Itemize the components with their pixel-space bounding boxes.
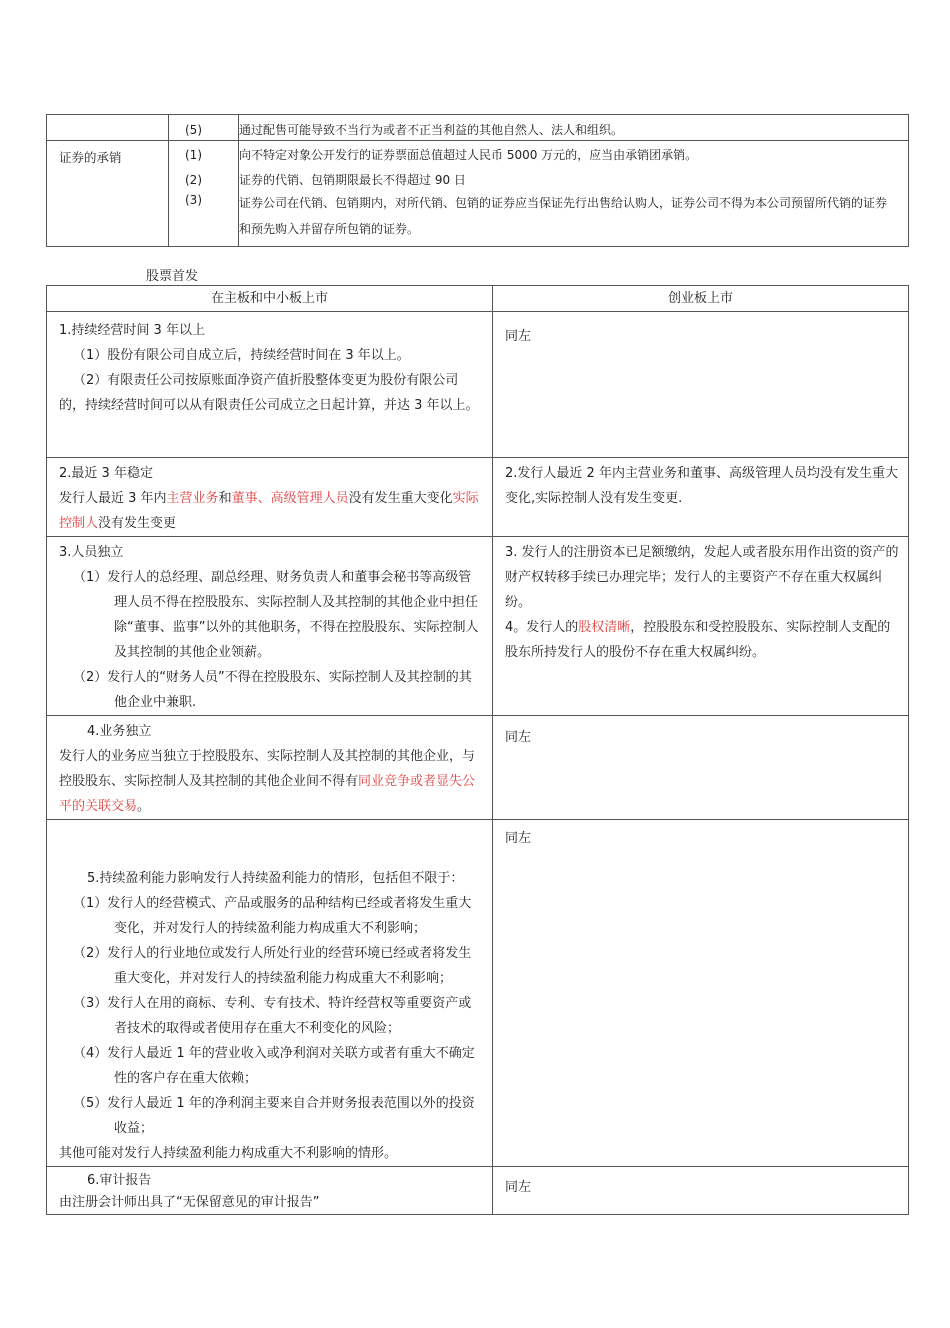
condition-text: 由注册会计师出具了“无保留意见的审计报告”: [59, 1195, 320, 1210]
condition-item: （3）发行人在用的商标、专利、专有技术、特许经营权等重要资产或者技术的取得或者使用存在重大不利变化的风险；: [73, 996, 472, 1036]
highlight-competition: 同业竞争或者显失公平的关联交易: [59, 774, 476, 814]
cell-continuous-operation: [47, 312, 493, 458]
empty-label-cell: [47, 115, 169, 141]
same-as-left: 同左: [505, 329, 532, 344]
condition-text: 没有发生重大变化: [348, 491, 453, 506]
condition-footer: 其他可能对发行人持续盈利能力构成重大不利影响的情形。: [59, 1146, 398, 1161]
condition-text: 没有发生变更: [98, 516, 177, 531]
condition-text: （2）发行人的“财务人员”不得在控股股东、实际控制人及其控制的其他企业中兼职.: [73, 670, 472, 710]
header-main-board: 在主板和中小板上市: [47, 286, 493, 312]
cell-business-independence: [47, 716, 493, 820]
growth-equity-text: ，控股股东和受控股股东、实际控制人支配的股东所持发行人的股份不存在重大权属纠纷。: [505, 620, 891, 660]
condition-item: （1）发行人的经营模式、产品或服务的品种结构已经或者将发生重大变化，并对发行人的持续盈利能力构成重大不利影响；: [73, 896, 472, 936]
condition-text: （2）有限责任公司按原账面净资产值折股整体变更为股份有限公司的，持续经营时间可以从有限责任公司成立之日起计算，并达 3 年以上。: [59, 373, 479, 413]
same-as-left: 同左: [505, 1180, 532, 1195]
item-number: (5): [185, 123, 202, 137]
ipo-conditions-table: [46, 285, 909, 1215]
same-as-left: 同左: [505, 730, 532, 745]
growth-stability-text: 2.发行人最近 2 年内主营业务和董事、高级管理人员均没有发生重大变化,实际控制人没有发生变更.: [505, 466, 898, 506]
highlight-main-business: 主营业务: [166, 491, 219, 506]
condition-title: 1.持续经营时间 3 年以上: [59, 323, 205, 338]
condition-text: 发行人的业务应当独立于控股股东、实际控制人及其控制的其他企业，与控股股东、实际控制人及其控制的其他企业间不得有: [59, 749, 476, 789]
condition-text: 。: [137, 799, 151, 814]
item-text: 证券公司在代销、包销期内，对所代销、包销的证券应当保证先行出售给认购人，证券公司不得为本公司预留所代销的证券和预先购入并留存所包销的证券。: [239, 196, 888, 236]
item-text: 通过配售可能导致不当行为或者不正当利益的其他自然人、法人和组织。: [239, 123, 624, 137]
condition-title: 4.业务独立: [87, 724, 152, 739]
condition-text: （1）发行人的总经理、副总经理、财务负责人和董事会秘书等高级管理人员不得在控股股东、实际控制人及其控制的其他企业中担任除“董事、监事”以外的其他职务，不得在控股股东、实际控制人及其控制的其他企业领薪。: [73, 570, 479, 660]
item-number: (1): [185, 148, 202, 162]
item-number: (2): [185, 173, 202, 187]
condition-text: （1）股份有限公司自成立后，持续经营时间在 3 年以上。: [73, 348, 410, 363]
cell-profitability: [47, 820, 493, 1167]
cell-audit-report: [47, 1167, 493, 1215]
same-as-left: 同左: [505, 831, 532, 846]
condition-item: （4）发行人最近 1 年的营业收入或净利润对关联方或者有重大不确定性的客户存在重大依赖；: [73, 1046, 475, 1086]
item-text: 向不特定对象公开发行的证券票面总值超过人民币 5000 万元的，应当由承销团承销。: [239, 148, 698, 162]
condition-text: 和: [218, 491, 232, 506]
condition-item: （2）发行人的行业地位或发行人所处行业的经营环境已经或者将发生重大变化，并对发行人的持续盈利能力构成重大不利影响；: [73, 946, 472, 986]
condition-title: 3.人员独立: [59, 545, 124, 560]
underwriting-table: [46, 114, 909, 247]
item-number: (3): [185, 193, 202, 207]
growth-equity-text: 4。发行人的: [505, 620, 579, 635]
condition-item: （5）发行人最近 1 年的净利润主要来自合并财务报表范围以外的投资收益；: [73, 1096, 475, 1136]
highlight-controller: 实际控制人: [59, 491, 479, 531]
item-text: 证券的代销、包销期限最长不得超过 90 日: [239, 173, 466, 187]
condition-title: 2.最近 3 年稳定: [59, 466, 153, 481]
growth-capital-text: 3. 发行人的注册资本已足额缴纳，发起人或者股东用作出资的资产的财产权转移手续已办理完毕；发行人的主要资产不存在重大权属纠纷。: [505, 545, 899, 610]
row-label-underwriting: 证券的承销: [59, 150, 122, 165]
section-caption: 股票首发: [146, 269, 199, 284]
condition-title: 5.持续盈利能力影响发行人持续盈利能力的情形，包括但不限于：: [87, 871, 464, 886]
condition-text: 发行人最近 3 年内: [59, 491, 167, 506]
highlight-directors: 董事、高级管理人员: [231, 491, 349, 506]
cell-personnel-independence: [47, 537, 493, 716]
header-growth-board: 创业板上市: [493, 286, 909, 312]
condition-title: 6.审计报告: [87, 1173, 152, 1188]
cell-stability: [47, 458, 493, 537]
highlight-clear-equity: 股权清晰: [578, 620, 631, 635]
